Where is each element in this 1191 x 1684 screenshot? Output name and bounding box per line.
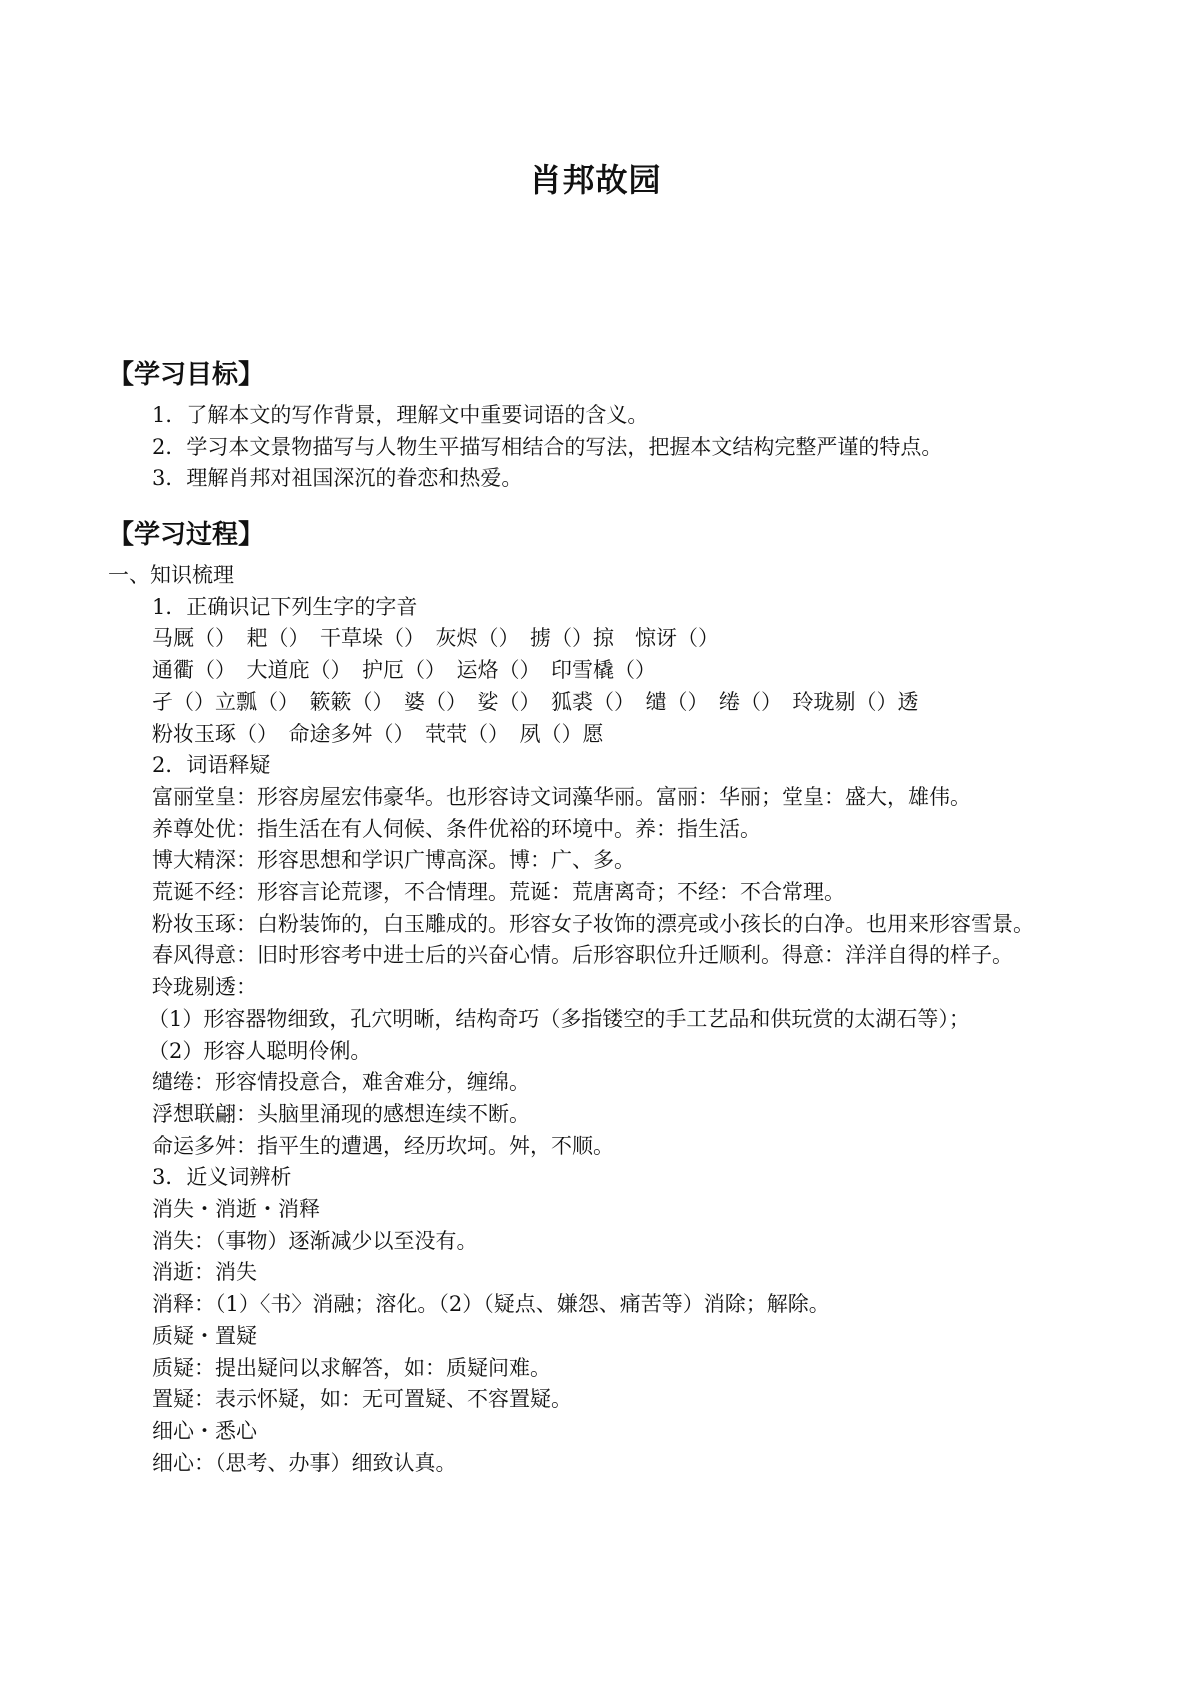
subsection-title: 1．正确识记下列生字的字音 <box>152 594 418 619</box>
page-title: 肖邦故园 <box>529 161 662 199</box>
definition: 养尊处优：指生活在有人伺候、条件优裕的环境中。养：指生活。 <box>152 816 761 841</box>
goal-item: 2．学习本文景物描写与人物生平描写相结合的写法，把握本文结构完整严谨的特点。 <box>152 434 943 459</box>
definition: 浮想联翩：头脑里涌现的感想连续不断。 <box>152 1101 530 1126</box>
definition: 粉妆玉琢：白粉装饰的，白玉雕成的。形容女子妆饰的漂亮或小孩长的白净。也用来形容雪景。 <box>152 911 1034 936</box>
synonym-def: 置疑：表示怀疑，如：无可置疑、不容置疑。 <box>152 1387 572 1412</box>
pinyin-row: 通衢（） 大道庇（） 护厄（） 运烙（） 印雪橇（） <box>152 658 656 683</box>
definition-sub: （2）形容人聪明伶俐。 <box>148 1038 372 1063</box>
section-title: 一、知识梳理 <box>108 563 234 587</box>
synonym-def: 消释：（1）〈书〉消融；溶化。（2）（疑点、嫌怨、痛苦等）消除；解除。 <box>152 1292 830 1317</box>
pinyin-row: 孑（）立瓢（） 簌簌（） 婆（） 娑（） 狐裘（） 缱（） 绻（） 玲珑剔（）透 <box>152 689 919 714</box>
subsection-title: 3．近义词辨析 <box>152 1165 292 1190</box>
pinyin-row: 马厩（） 耙（） 干草垛（） 灰烬（） 掳（）掠 惊讶（） <box>152 626 719 651</box>
definition: 富丽堂皇：形容房屋宏伟豪华。也形容诗文词藻华丽。富丽：华丽；堂皇：盛大，雄伟。 <box>152 784 971 809</box>
process-heading: 【学习过程】 <box>108 520 265 550</box>
goals-list <box>108 400 1108 495</box>
process-content <box>108 560 1108 1479</box>
definition: 荒诞不经：形容言论荒谬，不合情理。荒诞：荒唐离奇；不经：不合常理。 <box>152 880 845 905</box>
definition: 玲珑剔透： <box>152 975 257 1000</box>
goal-item: 1．了解本文的写作背景，理解文中重要词语的含义。 <box>152 403 649 427</box>
synonym-group: 细心・悉心 <box>152 1418 257 1443</box>
synonym-group: 质疑・置疑 <box>152 1323 257 1348</box>
synonym-def: 消逝：消失 <box>152 1260 257 1285</box>
synonym-def: 质疑：提出疑问以求解答，如：质疑问难。 <box>152 1355 551 1380</box>
definition-sub: （1）形容器物细致，孔穴明晰，结构奇巧（多指镂空的手工艺品和供玩赏的太湖石等）； <box>148 1006 970 1031</box>
synonym-def: 消失：（事物）逐渐减少以至没有。 <box>152 1228 478 1253</box>
subsection-title: 2．词语释疑 <box>152 753 271 778</box>
pinyin-row: 粉妆玉琢（） 命途多舛（） 茕茕（） 夙（）愿 <box>152 721 604 746</box>
goal-item: 3．理解肖邦对祖国深沉的眷恋和热爱。 <box>152 466 523 491</box>
definition: 春风得意：旧时形容考中进士后的兴奋心情。后形容职位升迁顺利。得意：洋洋自得的样子。 <box>152 943 1013 968</box>
definition: 博大精深：形容思想和学识广博高深。博：广、多。 <box>152 848 635 873</box>
synonym-group: 消失・消逝・消释 <box>152 1197 320 1222</box>
goals-heading: 【学习目标】 <box>108 360 265 390</box>
definition: 缱绻：形容情投意合，难舍难分，缠绵。 <box>152 1070 530 1095</box>
synonym-def: 细心：（思考、办事）细致认真。 <box>152 1450 457 1475</box>
definition: 命运多舛：指平生的遭遇，经历坎坷。舛，不顺。 <box>152 1133 614 1158</box>
